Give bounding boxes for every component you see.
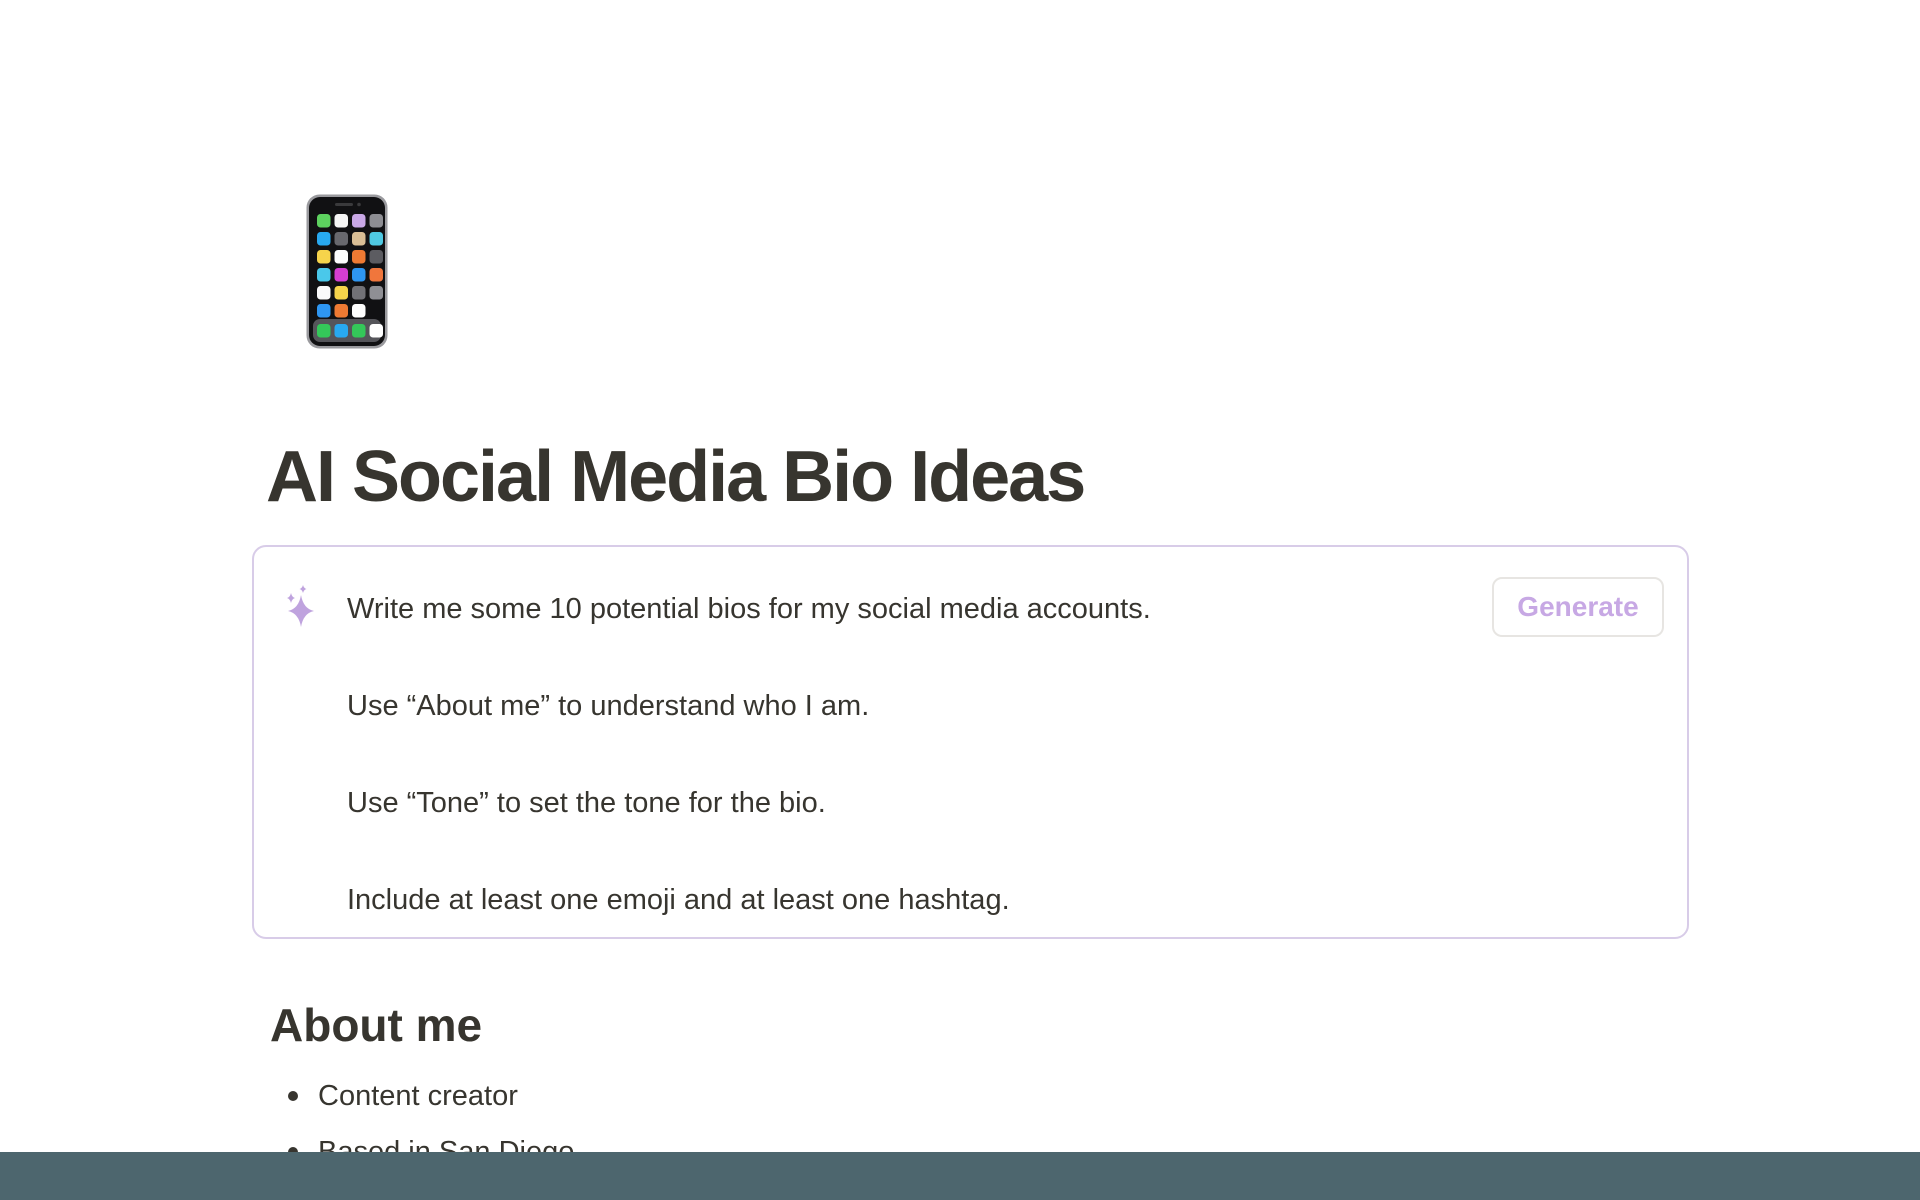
page-title[interactable]: AI Social Media Bio Ideas <box>266 437 1085 517</box>
about-me-heading[interactable]: About me <box>270 999 483 1051</box>
ai-prompt-line-1[interactable]: Write me some 10 potential bios for my social media accounts. <box>347 593 1151 625</box>
ai-prompt-line-3[interactable]: Use “Tone” to set the tone for the bio. <box>347 787 826 819</box>
ai-prompt-line-4[interactable]: Include at least one emoji and at least one hashtag. <box>347 884 1010 916</box>
page-icon[interactable] <box>306 194 388 349</box>
bullet-dot <box>288 1091 298 1101</box>
mobile-phone-emoji-icon <box>306 194 388 349</box>
list-item-text: Content creator <box>318 1080 518 1112</box>
ai-prompt-block <box>252 545 1689 939</box>
ai-prompt-line-2[interactable]: Use “About me” to understand who I am. <box>347 690 870 722</box>
generate-button[interactable]: Generate <box>1492 577 1664 637</box>
list-item[interactable] <box>270 1074 1170 1118</box>
ai-sparkles-icon <box>284 585 318 627</box>
bottom-overlay-bar <box>0 1152 1920 1200</box>
